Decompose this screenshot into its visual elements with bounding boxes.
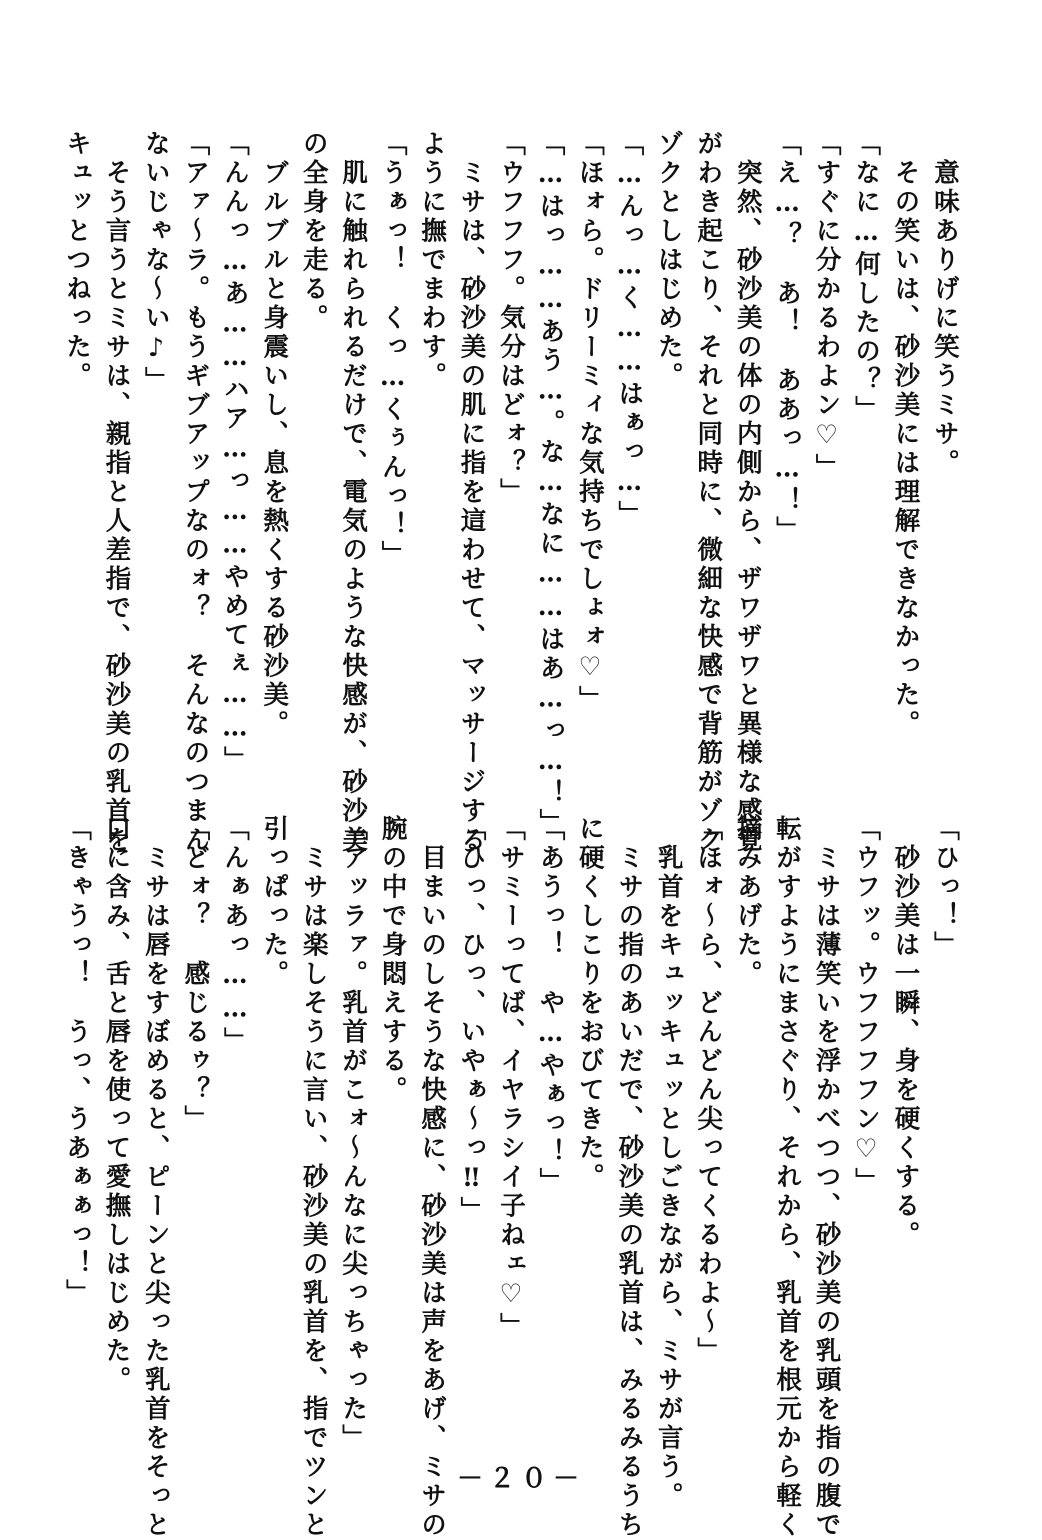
text-line: 転がすようにまさぐり、それから、乳首を根元から軽く xyxy=(772,815,803,1540)
text-line: そう言うとミサは、親指と人差指で、砂沙美の乳首を xyxy=(101,130,132,855)
text-line: ミサは楽しそうに言い、砂沙美の乳首を、指でツンと xyxy=(298,815,329,1540)
text-line: ミサは、砂沙美の肌に指を這わせて、マッサージする xyxy=(456,130,487,855)
text-line: の全身を走る。 xyxy=(298,130,329,333)
text-line: 意味ありげに笑うミサ。 xyxy=(929,130,960,478)
text-line: 「んんっ…あ……ハア…っ……やめてぇ……」 xyxy=(219,130,250,775)
text-line: ミサは唇をすぼめると、ピーンと尖った乳首をそっと xyxy=(140,815,171,1540)
text-line: 「んぁあっ……」 xyxy=(219,815,250,1056)
text-line: 「ひっ！」 xyxy=(929,815,960,960)
text-line: 「サミーってば、イヤラシイ子ねェ♡」 xyxy=(495,815,526,1342)
text-line: 「どォ？ 感じるゥ？」 xyxy=(180,815,211,1134)
text-line: ように撫でまわす。 xyxy=(417,130,448,391)
text-line: ないじゃな～い♪」 xyxy=(140,130,171,396)
text-line: 砂沙美は一瞬、身を硬くする。 xyxy=(890,815,921,1250)
text-line: がわき起こり、それと同時に、微細な快感で背筋がゾク xyxy=(693,130,724,855)
text-line: 「ウフフフ。気分はどォ？」 xyxy=(495,130,526,507)
text-line: 「え…？ あ！ ああっ…！」 xyxy=(772,130,803,545)
text-line: 突然、砂沙美の体の内側から、ザワザワと異様な感覚 xyxy=(732,130,763,855)
text-line: 乳首をキュッキュッとしごきながら、ミサが言う。 xyxy=(653,815,684,1511)
text-line: 「アッラァ。乳首がこォ～んなに尖っちゃった」 xyxy=(338,815,369,1453)
text-line: 肌に触れられるだけで、電気のような快感が、砂沙美 xyxy=(338,130,369,855)
text-line: 「なに…何したの？」 xyxy=(851,130,882,425)
text-line: 「ほォ～ら、どんどん尖ってくるわよ～」 xyxy=(693,815,724,1366)
page-number: －２０－ xyxy=(456,1464,585,1494)
text-line: ミサの指のあいだで、砂沙美の乳首は、みるみるうち xyxy=(614,815,645,1540)
text-line: 腕の中で身悶えする。 xyxy=(377,815,408,1105)
text-line: ミサは薄笑いを浮かべつつ、砂沙美の乳頭を指の腹で xyxy=(811,815,842,1540)
text-line: 「あうっ！ や…やぁっ！」 xyxy=(535,815,566,1197)
text-line: ブルブルと身震いし、息を熱くする砂沙美。 xyxy=(259,130,290,739)
text-line: 「…はっ……あう…。な…なに……はあ…っ…！」 xyxy=(535,130,566,838)
text-line: 引っぱった。 xyxy=(259,815,290,989)
text-line: 口に含み、舌と唇を使って愛撫しはじめた。 xyxy=(101,815,132,1395)
text-line: キュッとつねった。 xyxy=(62,130,92,391)
text-line: 「ひっ、ひっ、いやぁ～っ‼」 xyxy=(456,815,487,1226)
text-line: 「うぁっ！ くっ…くぅんっ！」 xyxy=(377,130,408,570)
text-line: 「ウフッ。ウフフフフン♡」 xyxy=(851,815,882,1197)
text-line: に硬くしこりをおびてきた。 xyxy=(574,815,605,1192)
text-line: 「アァ～ラ。もうギブアップなのォ？ そんなのつまん xyxy=(180,130,211,855)
text-line: 「…んっ…く……はぁっ…」 xyxy=(614,130,645,530)
text-line: ゾクとしはじめた。 xyxy=(653,130,684,391)
text-line: 「きゃうっ！ うっ、うあぁぁっ！」 xyxy=(62,815,92,1308)
text-line: その笑いは、砂沙美には理解できなかった。 xyxy=(890,130,921,739)
text-block-top xyxy=(58,130,964,855)
text-line: 目まいのしそうな快感に、砂沙美は声をあげ、ミサの xyxy=(417,815,448,1540)
text-line: 「すぐに分かるわよン♡」 xyxy=(811,130,842,483)
text-line: 摘みあげた。 xyxy=(732,815,763,989)
text-line: 「ほォら。ドリーミィな気持ちでしょォ♡」 xyxy=(574,130,605,715)
